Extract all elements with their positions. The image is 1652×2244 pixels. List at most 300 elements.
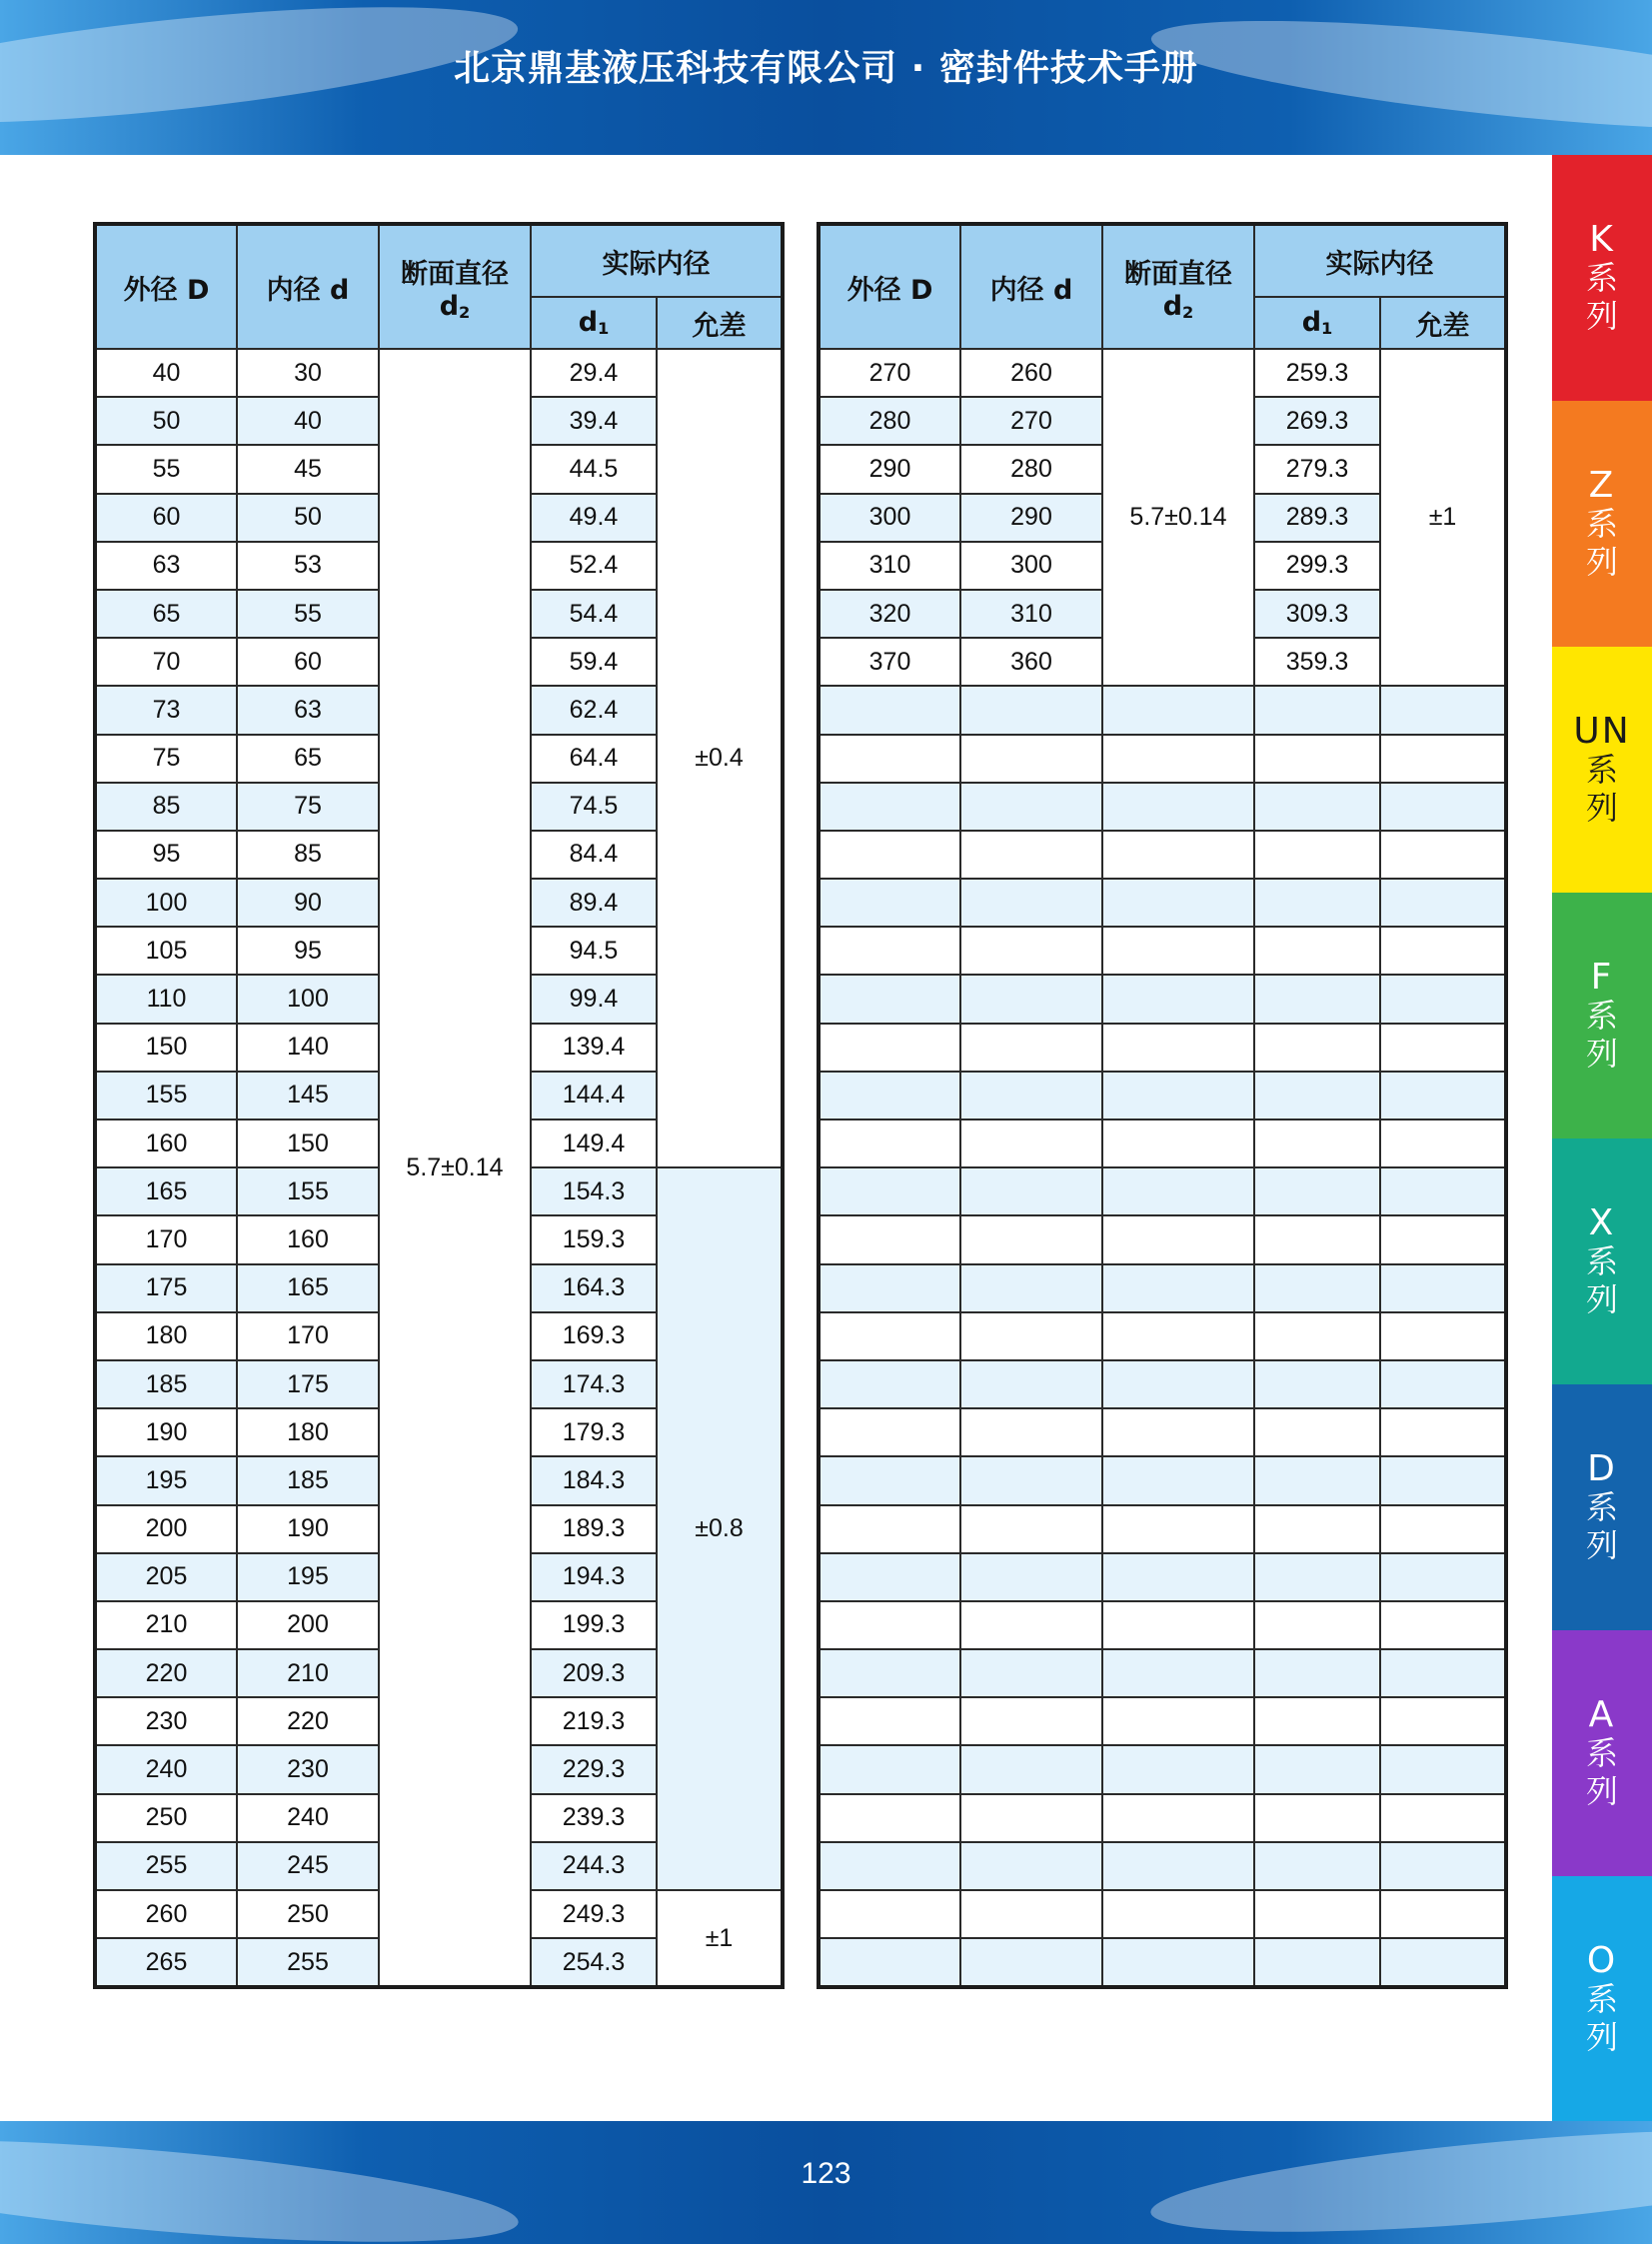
empty-cell [1254,1215,1380,1263]
header-outer-diameter: 外径 D [819,224,960,349]
empty-cell [960,1120,1102,1167]
cell-actual-d1: 52.4 [531,542,657,590]
cell-inner-diameter: 290 [960,494,1102,542]
series-tab-text: 列 [1585,297,1618,335]
empty-cell [1380,1408,1506,1456]
cell-tolerance: ±0.4 [657,349,783,1167]
empty-cell [1254,975,1380,1023]
cell-actual-d1: 62.4 [531,686,657,734]
empty-cell [1254,1938,1380,1987]
cell-actual-d1: 239.3 [531,1794,657,1842]
empty-cell [1380,1697,1506,1745]
empty-cell [819,1024,960,1072]
cell-tolerance: ±1 [657,1890,783,1987]
header-d1-subscript: 1 [1321,319,1333,339]
cell-actual-d1: 289.3 [1254,494,1380,542]
series-tab-text: 列 [1585,1280,1618,1318]
table-row [819,879,1506,927]
header-tolerance: 允差 [657,297,783,349]
cell-actual-d1: 164.3 [531,1264,657,1312]
cell-inner-diameter: 60 [237,638,379,686]
empty-cell [960,1890,1102,1938]
cell-inner-diameter: 245 [237,1842,379,1890]
empty-cell [960,1215,1102,1263]
table-row [819,1794,1506,1842]
empty-cell [819,927,960,975]
empty-cell [1254,1408,1380,1456]
cell-inner-diameter: 65 [237,735,379,783]
table-row [819,1697,1506,1745]
empty-cell [1254,1072,1380,1120]
empty-cell [960,1072,1102,1120]
header-section-diameter [1102,224,1254,349]
cell-inner-diameter: 30 [237,349,379,397]
cell-section-diameter: 5.7±0.14 [1102,349,1254,686]
cell-inner-diameter: 40 [237,397,379,445]
empty-cell [1102,1842,1254,1890]
cell-inner-diameter: 85 [237,831,379,879]
empty-cell [1380,1215,1506,1263]
cell-inner-diameter: 180 [237,1408,379,1456]
table-row [819,1024,1506,1072]
cell-outer-diameter: 65 [95,590,237,638]
cell-inner-diameter: 63 [237,686,379,734]
empty-cell [1254,1167,1380,1215]
cell-inner-diameter: 190 [237,1505,379,1553]
cell-inner-diameter: 210 [237,1649,379,1697]
header-section-subscript: 2 [459,303,471,323]
cell-outer-diameter: 265 [95,1938,237,1987]
series-tab-text: 系 [1585,1734,1618,1772]
cell-outer-diameter: 200 [95,1505,237,1553]
series-tab-k[interactable] [1552,155,1652,401]
empty-cell [1102,1505,1254,1553]
cell-outer-diameter: 73 [95,686,237,734]
table-row [819,349,1506,397]
cell-inner-diameter: 175 [237,1360,379,1408]
empty-cell [1380,1794,1506,1842]
cell-inner-diameter: 100 [237,975,379,1023]
empty-cell [819,975,960,1023]
cell-inner-diameter: 255 [237,1938,379,1987]
series-tab-un[interactable] [1552,647,1652,893]
header-inner-diameter: 内径 d [237,224,379,349]
empty-cell [1102,686,1254,734]
cell-actual-d1: 29.4 [531,349,657,397]
header-actual-inner: 实际内径 [1254,224,1506,297]
empty-cell [1102,1938,1254,1987]
cell-actual-d1: 269.3 [1254,397,1380,445]
cell-outer-diameter: 205 [95,1553,237,1601]
cell-outer-diameter: 290 [819,445,960,493]
cell-inner-diameter: 250 [237,1890,379,1938]
series-tab-d[interactable] [1552,1384,1652,1630]
cell-outer-diameter: 370 [819,638,960,686]
header-d1-symbol: d [1301,307,1322,339]
empty-cell [1254,831,1380,879]
table-row [819,1505,1506,1553]
empty-cell [1254,1890,1380,1938]
empty-cell [1102,783,1254,831]
empty-cell [1102,1360,1254,1408]
series-tab-text: 列 [1585,1035,1618,1073]
empty-cell [960,1360,1102,1408]
empty-cell [1102,735,1254,783]
cell-actual-d1: 149.4 [531,1120,657,1167]
empty-cell [1102,879,1254,927]
empty-cell [819,1456,960,1504]
series-tab-x[interactable] [1552,1138,1652,1384]
cell-inner-diameter: 230 [237,1745,379,1793]
series-tab-letter: F [1590,957,1614,998]
series-tab-letter: A [1588,1694,1616,1735]
series-tab-text: 列 [1585,2018,1618,2056]
empty-cell [1380,1456,1506,1504]
empty-cell [819,1120,960,1167]
empty-cell [1254,1745,1380,1793]
empty-cell [960,1024,1102,1072]
empty-cell [960,1745,1102,1793]
series-tab-letter: Z [1588,465,1616,506]
cell-outer-diameter: 185 [95,1360,237,1408]
table-row [819,1167,1506,1215]
cell-actual-d1: 139.4 [531,1024,657,1072]
empty-cell [1254,1360,1380,1408]
empty-cell [1102,1408,1254,1456]
series-tab-text: 系 [1585,997,1618,1035]
empty-cell [1102,1264,1254,1312]
empty-cell [819,735,960,783]
cell-actual-d1: 189.3 [531,1505,657,1553]
empty-cell [1380,1601,1506,1649]
cell-outer-diameter: 250 [95,1794,237,1842]
table-row [819,1408,1506,1456]
header-section-subscript: 2 [1182,303,1194,323]
cell-inner-diameter: 300 [960,542,1102,590]
cell-inner-diameter: 165 [237,1264,379,1312]
cell-outer-diameter: 230 [95,1697,237,1745]
series-tab-text: 系 [1585,1980,1618,2018]
table-row [819,1072,1506,1120]
cell-actual-d1: 144.4 [531,1072,657,1120]
header-d1 [1254,297,1380,349]
left-spec-table [93,222,785,1989]
empty-cell [960,783,1102,831]
cell-actual-d1: 359.3 [1254,638,1380,686]
cell-actual-d1: 84.4 [531,831,657,879]
empty-cell [1102,1024,1254,1072]
table-row [819,1890,1506,1938]
empty-cell [960,1167,1102,1215]
cell-actual-d1: 64.4 [531,735,657,783]
empty-cell [819,1167,960,1215]
table-row [819,1360,1506,1408]
empty-cell [1254,1697,1380,1745]
header-tolerance: 允差 [1380,297,1506,349]
empty-cell [1102,1649,1254,1697]
cell-inner-diameter: 95 [237,927,379,975]
empty-cell [819,1745,960,1793]
empty-cell [1102,1167,1254,1215]
table-row [819,1215,1506,1263]
cell-outer-diameter: 100 [95,879,237,927]
cell-outer-diameter: 150 [95,1024,237,1072]
cell-outer-diameter: 190 [95,1408,237,1456]
cell-outer-diameter: 60 [95,494,237,542]
cell-actual-d1: 199.3 [531,1601,657,1649]
table-row [95,349,783,397]
cell-outer-diameter: 240 [95,1745,237,1793]
cell-actual-d1: 309.3 [1254,590,1380,638]
cell-inner-diameter: 140 [237,1024,379,1072]
empty-cell [960,1505,1102,1553]
cell-inner-diameter: 280 [960,445,1102,493]
header-section-symbol: d [1162,290,1183,322]
series-tab-text: 系 [1585,259,1618,297]
cell-actual-d1: 74.5 [531,783,657,831]
empty-cell [819,1553,960,1601]
cell-outer-diameter: 210 [95,1601,237,1649]
cell-inner-diameter: 50 [237,494,379,542]
empty-cell [1254,1120,1380,1167]
series-tab-text: 列 [1585,1526,1618,1564]
cell-actual-d1: 94.5 [531,927,657,975]
cell-inner-diameter: 155 [237,1167,379,1215]
empty-cell [1380,975,1506,1023]
empty-cell [1380,735,1506,783]
empty-cell [1102,1745,1254,1793]
cell-inner-diameter: 150 [237,1120,379,1167]
empty-cell [1380,1120,1506,1167]
cell-outer-diameter: 50 [95,397,237,445]
empty-cell [1380,831,1506,879]
empty-cell [1380,879,1506,927]
empty-cell [819,1264,960,1312]
cell-actual-d1: 99.4 [531,975,657,1023]
empty-cell [960,1794,1102,1842]
table-row [819,1456,1506,1504]
cell-actual-d1: 219.3 [531,1697,657,1745]
cell-actual-d1: 89.4 [531,879,657,927]
cell-actual-d1: 49.4 [531,494,657,542]
cell-inner-diameter: 170 [237,1312,379,1360]
series-tab-letter: UN [1573,711,1631,752]
header-section-symbol: d [439,290,460,322]
empty-cell [960,1697,1102,1745]
empty-cell [1254,1024,1380,1072]
empty-cell [1102,1697,1254,1745]
empty-cell [1380,1842,1506,1890]
cell-outer-diameter: 320 [819,590,960,638]
header-section-label: 断面直径 [401,258,509,290]
empty-cell [1254,1264,1380,1312]
table-row [819,783,1506,831]
series-tab-a[interactable] [1552,1630,1652,1876]
cell-actual-d1: 54.4 [531,590,657,638]
cell-section-diameter: 5.7±0.14 [379,349,531,1987]
cell-inner-diameter: 90 [237,879,379,927]
empty-cell [819,1072,960,1120]
series-tab-text: 列 [1585,543,1618,581]
series-tab-letter: K [1589,219,1615,260]
empty-cell [819,1312,960,1360]
cell-outer-diameter: 40 [95,349,237,397]
series-tab-f[interactable] [1552,893,1652,1138]
series-tab-letter: D [1587,1448,1617,1489]
empty-cell [1254,1553,1380,1601]
cell-outer-diameter: 63 [95,542,237,590]
empty-cell [1380,1890,1506,1938]
header-section-label: 断面直径 [1124,258,1232,290]
empty-cell [1254,927,1380,975]
cell-outer-diameter: 255 [95,1842,237,1890]
header-d1-subscript: 1 [598,319,610,339]
empty-cell [1380,1360,1506,1408]
cell-inner-diameter: 220 [237,1697,379,1745]
cell-outer-diameter: 310 [819,542,960,590]
empty-cell [960,1553,1102,1601]
empty-cell [960,975,1102,1023]
empty-cell [1254,1842,1380,1890]
table-row [819,1553,1506,1601]
empty-cell [1380,1024,1506,1072]
empty-cell [819,1890,960,1938]
empty-cell [819,783,960,831]
table-row [819,1842,1506,1890]
series-tab-text: 系 [1585,1242,1618,1280]
cell-outer-diameter: 260 [95,1890,237,1938]
empty-cell [1102,1215,1254,1263]
empty-cell [1254,1601,1380,1649]
empty-cell [1102,1456,1254,1504]
cell-outer-diameter: 155 [95,1072,237,1120]
page-title: 北京鼎基液压科技有限公司 · 密封件技术手册 [454,48,1198,89]
series-tab-z[interactable] [1552,401,1652,647]
empty-cell [1254,783,1380,831]
empty-cell [1380,686,1506,734]
empty-cell [960,879,1102,927]
empty-cell [819,1938,960,1987]
cell-actual-d1: 44.5 [531,445,657,493]
empty-cell [1380,1505,1506,1553]
cell-inner-diameter: 270 [960,397,1102,445]
empty-cell [1102,1794,1254,1842]
series-tabs [1552,155,1652,2122]
empty-cell [960,1264,1102,1312]
empty-cell [1254,735,1380,783]
empty-cell [819,1794,960,1842]
cell-actual-d1: 254.3 [531,1938,657,1987]
series-tab-text: 系 [1585,1488,1618,1526]
header-outer-diameter: 外径 D [95,224,237,349]
empty-cell [960,1842,1102,1890]
cell-actual-d1: 209.3 [531,1649,657,1697]
empty-cell [1380,1312,1506,1360]
header-d1-symbol: d [578,307,599,339]
cell-actual-d1: 59.4 [531,638,657,686]
empty-cell [1102,927,1254,975]
empty-cell [960,831,1102,879]
empty-cell [1380,1264,1506,1312]
empty-cell [1102,1120,1254,1167]
empty-cell [819,1505,960,1553]
empty-cell [1380,1649,1506,1697]
empty-cell [960,1456,1102,1504]
table-row [819,1938,1506,1987]
cell-outer-diameter: 110 [95,975,237,1023]
empty-cell [960,686,1102,734]
cell-inner-diameter: 75 [237,783,379,831]
empty-cell [960,1938,1102,1987]
header-section-diameter [379,224,531,349]
table-row [819,1312,1506,1360]
table-row [819,1649,1506,1697]
empty-cell [1102,1890,1254,1938]
empty-cell [819,1649,960,1697]
cell-inner-diameter: 240 [237,1794,379,1842]
cell-outer-diameter: 105 [95,927,237,975]
cell-inner-diameter: 310 [960,590,1102,638]
empty-cell [1254,1312,1380,1360]
cell-outer-diameter: 70 [95,638,237,686]
empty-cell [819,831,960,879]
table-row [819,927,1506,975]
empty-cell [819,686,960,734]
header-inner-diameter: 内径 d [960,224,1102,349]
empty-cell [1102,1601,1254,1649]
empty-cell [1380,1745,1506,1793]
page-number: 123 [801,2157,851,2190]
empty-cell [1254,879,1380,927]
cell-actual-d1: 179.3 [531,1408,657,1456]
cell-inner-diameter: 145 [237,1072,379,1120]
cell-outer-diameter: 195 [95,1456,237,1504]
cell-outer-diameter: 160 [95,1120,237,1167]
series-tab-text: 系 [1585,505,1618,543]
series-tab-letter: X [1588,1202,1616,1243]
cell-outer-diameter: 85 [95,783,237,831]
empty-cell [819,1215,960,1263]
empty-cell [1380,927,1506,975]
cell-tolerance: ±1 [1380,349,1506,686]
cell-inner-diameter: 185 [237,1456,379,1504]
cell-actual-d1: 174.3 [531,1360,657,1408]
empty-cell [819,1842,960,1890]
series-tab-letter: O [1586,1940,1618,1981]
table-row [819,831,1506,879]
table-row [819,686,1506,734]
empty-cell [819,1601,960,1649]
series-tab-o[interactable] [1552,1876,1652,2122]
cell-outer-diameter: 270 [819,349,960,397]
cell-actual-d1: 39.4 [531,397,657,445]
table-row [819,1264,1506,1312]
empty-cell [1380,1072,1506,1120]
cell-actual-d1: 194.3 [531,1553,657,1601]
cell-actual-d1: 169.3 [531,1312,657,1360]
right-spec-table [817,222,1508,1989]
empty-cell [960,1649,1102,1697]
empty-cell [1254,686,1380,734]
cell-actual-d1: 184.3 [531,1456,657,1504]
empty-cell [1102,1553,1254,1601]
cell-actual-d1: 259.3 [1254,349,1380,397]
empty-cell [1254,1456,1380,1504]
cell-outer-diameter: 170 [95,1215,237,1263]
empty-cell [1380,1938,1506,1987]
cell-outer-diameter: 75 [95,735,237,783]
empty-cell [1102,1072,1254,1120]
